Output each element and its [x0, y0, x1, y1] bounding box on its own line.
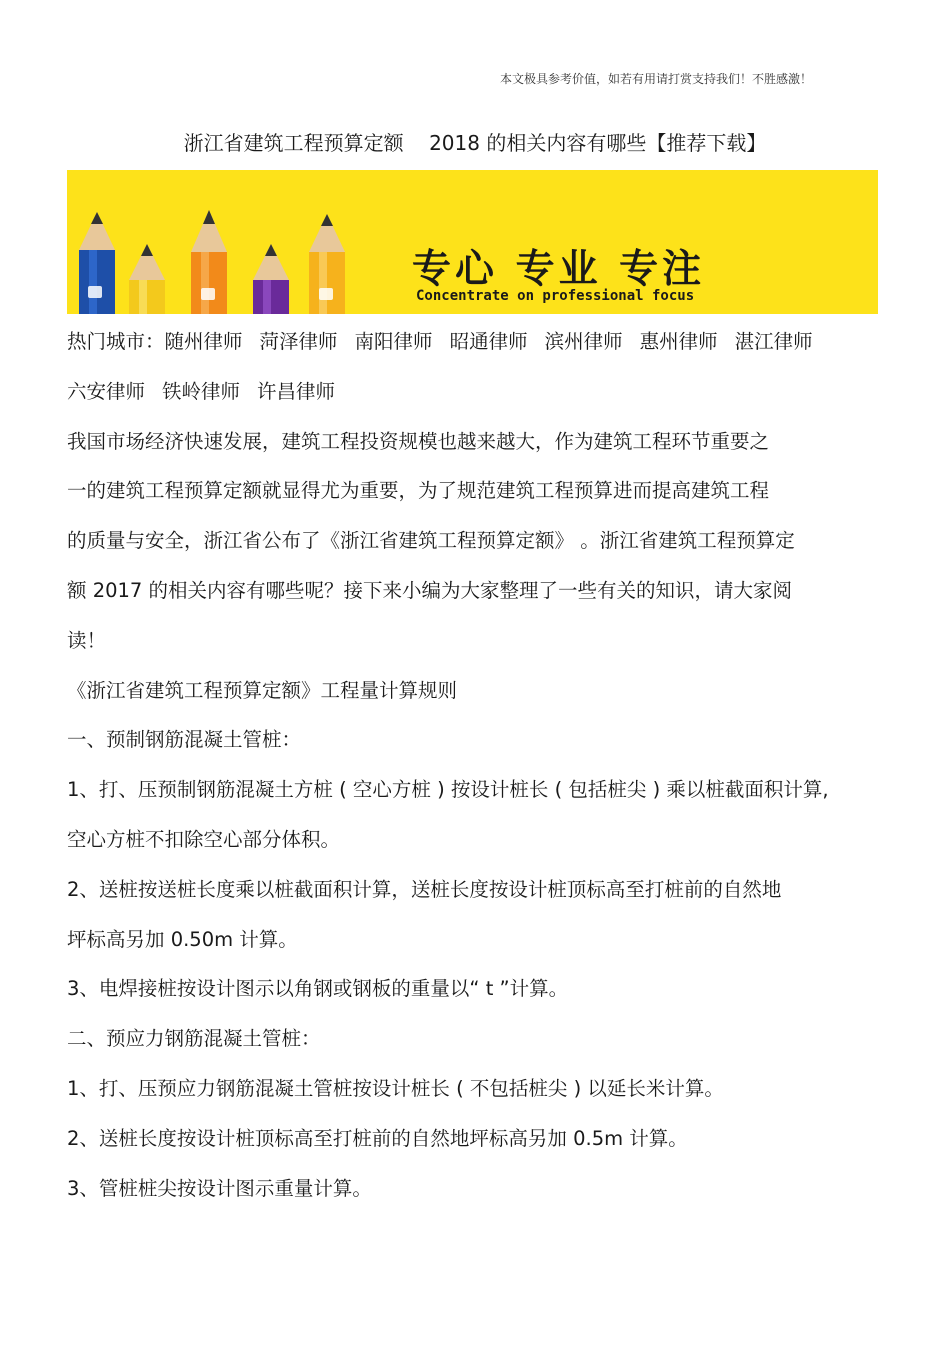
banner-image — [67, 170, 878, 314]
rule-line: 3、管桩桩尖按设计图示重量计算。 — [67, 1176, 372, 1200]
city-link[interactable]: 随州律师 — [164, 330, 243, 353]
calculation-rules — [67, 671, 882, 1219]
pencil-orange-icon — [191, 210, 227, 314]
hot-cities — [67, 322, 882, 422]
rule-line: 空心方桩不扣除空心部分体积。 — [67, 827, 341, 851]
banner-slogan: 专心 专业 专注 — [412, 247, 706, 292]
rules-heading: 《浙江省建筑工程预算定额》工程量计算规则 — [67, 678, 458, 702]
section-heading: 一、预制钢筋混凝土管桩： — [67, 728, 302, 752]
article-body — [67, 322, 882, 1218]
city-link[interactable]: 许昌律师 — [257, 379, 336, 403]
section-heading: 二、预应力钢筋混凝土管桩： — [67, 1027, 321, 1051]
paragraph-line: 额 2017 的相关内容有哪些呢？接下来小编为大家整理了一些有关的知识，请大家阅 — [67, 578, 793, 602]
intro-paragraph — [67, 422, 882, 671]
city-link[interactable]: 昭通律师 — [449, 330, 528, 353]
city-link[interactable]: 六安律师 — [67, 379, 146, 403]
pencil-blue-icon — [79, 212, 115, 314]
paragraph-line: 我国市场经济快速发展，建筑工程投资规模也越来越大，作为建筑工程环节重要之 — [67, 429, 770, 453]
hot-cities-label: 热门城市： — [67, 330, 165, 353]
rule-line: 2、送桩按送桩长度乘以桩截面积计算，送桩长度按设计桩顶标高至打桩前的自然地 — [67, 877, 782, 901]
rule-line: 3、电焊接桩按设计图示以角钢或钢板的重量以“ t ”计算。 — [67, 977, 569, 1001]
city-link[interactable]: 菏泽律师 — [259, 330, 338, 353]
city-link[interactable]: 南阳律师 — [354, 330, 433, 353]
pencil-purple-icon — [253, 244, 289, 314]
pencil-golden-icon — [309, 214, 345, 314]
city-link[interactable]: 滨州律师 — [544, 330, 623, 353]
rule-line: 1、打、压预制钢筋混凝土方桩 ( 空心方桩 ) 按设计桩长 ( 包括桩尖 ) 乘以桩截面积计算, — [67, 778, 829, 802]
paragraph-line: 读！ — [67, 628, 107, 652]
city-link[interactable]: 铁岭律师 — [162, 379, 241, 403]
city-link[interactable]: 惠州律师 — [639, 330, 718, 353]
rule-line: 1、打、压预应力钢筋混凝土管桩按设计桩长 ( 不包括桩尖 ) 以延长米计算。 — [67, 1076, 724, 1100]
paragraph-line: 一的建筑工程预算定额就显得尤为重要，为了规范建筑工程预算进而提高建筑工程 — [67, 479, 770, 503]
pencil-yellow-icon — [129, 244, 165, 314]
banner-subtitle: Concentrate on professional focus — [416, 288, 695, 304]
header-note: 本文极具参考价值，如若有用请打赏支持我们！不胜感激！ — [500, 72, 813, 86]
rule-line: 坪标高另加 0.50m 计算。 — [67, 927, 298, 951]
rule-line: 2、送桩长度按设计桩顶标高至打桩前的自然地坪标高另加 0.5m 计算。 — [67, 1126, 688, 1150]
document-title: 浙江省建筑工程预算定额 2018 的相关内容有哪些【推荐下载】 — [183, 131, 767, 155]
paragraph-line: 的质量与安全，浙江省公布了《浙江省建筑工程预算定额》 。浙江省建筑工程预算定 — [67, 529, 795, 553]
city-link[interactable]: 湛江律师 — [734, 330, 813, 353]
